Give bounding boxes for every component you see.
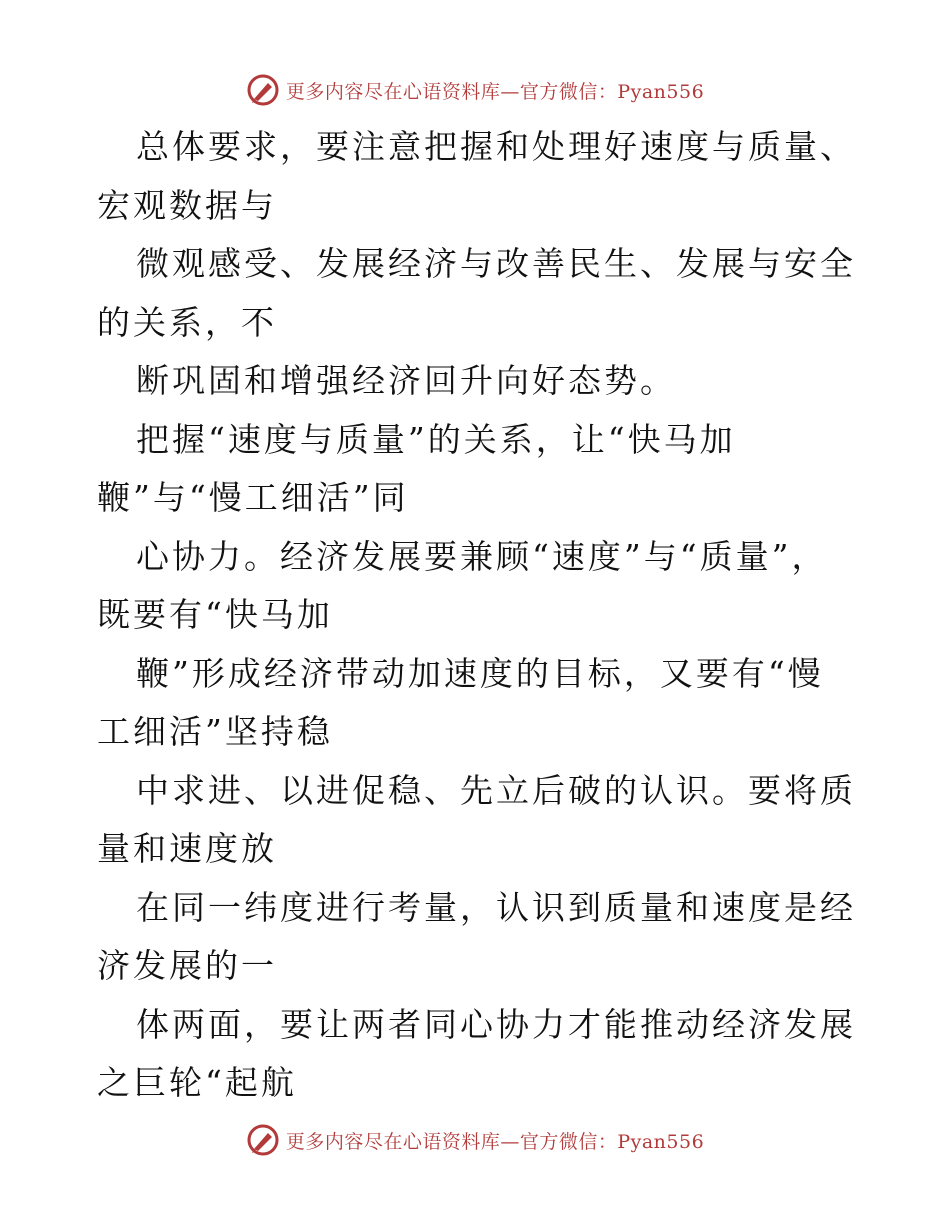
paragraph: 中求进、以进促稳、先立后破的认识。要将质量和速度放 xyxy=(97,770,856,868)
footer-watermark-text: 更多内容尽在心语资料库—官方微信：Pyan556 xyxy=(285,1130,705,1153)
paragraph: 断巩固和增强经济回升向好态势。 xyxy=(136,361,676,400)
header-watermark-text: 更多内容尽在心语资料库—官方微信：Pyan556 xyxy=(285,80,705,103)
paragraph: 鞭”形成经济带动加速度的目标，又要有“慢工细活”坚持稳 xyxy=(97,653,824,751)
pen-logo-icon xyxy=(246,73,280,107)
paragraph: 在同一纬度进行考量，认识到质量和速度是经济发展的一 xyxy=(97,887,856,985)
paragraph: 体两面，要让两者同心协力才能推动经济发展之巨轮“起航 xyxy=(97,1004,856,1102)
pen-logo-icon xyxy=(246,1123,280,1157)
paragraph: 把握“速度与质量”的关系，让“快马加鞭”与“慢工细活”同 xyxy=(97,419,736,517)
paragraph: 总体要求，要注意把握和处理好速度与质量、宏观数据与 xyxy=(97,127,856,225)
body-text xyxy=(97,118,857,1113)
paragraph: 心协力。经济发展要兼顾“速度”与“质量”，既要有“快马加 xyxy=(97,536,828,634)
footer-watermark xyxy=(0,1120,950,1160)
paragraph: 微观感受、发展经济与改善民生、发展与安全的关系，不 xyxy=(97,244,856,342)
header-watermark xyxy=(0,70,950,110)
